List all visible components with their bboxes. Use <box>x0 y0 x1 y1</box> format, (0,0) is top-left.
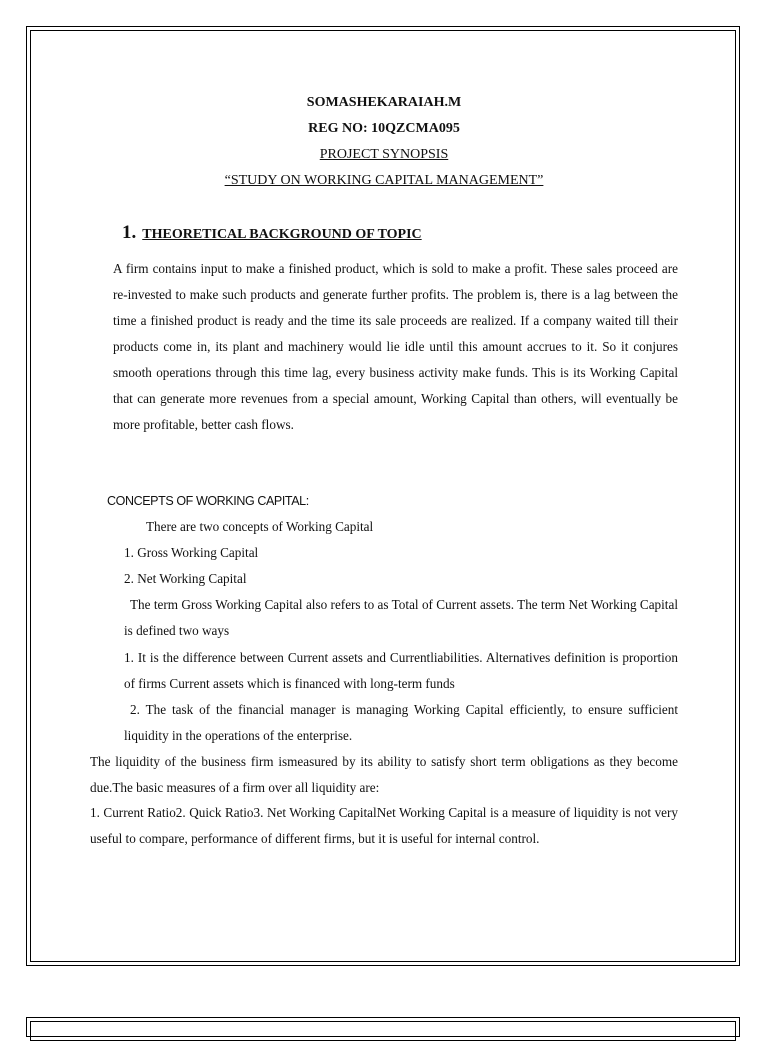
document-type: PROJECT SYNOPSIS <box>319 147 449 162</box>
document-title: “STUDY ON WORKING CAPITAL MANAGEMENT” <box>224 173 544 188</box>
term-definition-paragraph: The term Gross Working Capital also refers to as Total of Current assets. The term Net Working Capital is defined two ways <box>124 597 678 638</box>
section-number: 1. <box>122 222 137 243</box>
background-paragraph: A firm contains input to make a finished product, which is sold to make a profit. These sales proceed are re-invested to make such products and generate further profits. The problem is, there is a lag between the time a finished product is ready and the time its sale proceeds are realized. If a company waited till their products come in, its plant and machinery would lie idle until this amount accrues to it. So it conjures smooth operations through this time lag, every business activity make funds. This is its Working Capital that can generate more revenues from a special amount, Working Capital than others, will eventually be more profitable, better cash flows. <box>113 261 678 432</box>
definition-1-paragraph: 1. It is the difference between Current assets and Currentliabilities. Alternatives definition is proportion of firms Current assets which is financed with long-term funds <box>124 650 678 691</box>
list-item-net-working-capital: 2. Net Working Capital <box>124 571 247 586</box>
document-header <box>0 90 768 194</box>
liquidity-paragraph: The liquidity of the business firm ismeasured by its ability to satisfy short term obligations as they become due.The basic measures of a firm over all liquidity are: <box>90 754 678 795</box>
next-page-border-inner <box>30 1021 736 1041</box>
author-name: SOMASHEKARAIAH.M <box>306 95 462 110</box>
concepts-heading: CONCEPTS OF WORKING CAPITAL: <box>107 494 309 508</box>
concepts-intro: There are two concepts of Working Capital <box>146 519 374 534</box>
section-title: THEORETICAL BACKGROUND OF TOPIC <box>142 227 422 242</box>
ratios-paragraph: 1. Current Ratio2. Quick Ratio3. Net Working CapitalNet Working Capital is a measure of liquidity is not very useful to compare, performance of different firms, but it is useful for internal control. <box>90 805 678 846</box>
registration-number: REG NO: 10QZCMA095 <box>308 121 460 136</box>
definition-2-paragraph: 2. The task of the financial manager is managing Working Capital efficiently, to ensure sufficient liquidity in the operations of the enterprise. <box>124 702 678 743</box>
section-1-heading <box>122 222 422 244</box>
list-item-gross-working-capital: 1. Gross Working Capital <box>124 545 259 560</box>
